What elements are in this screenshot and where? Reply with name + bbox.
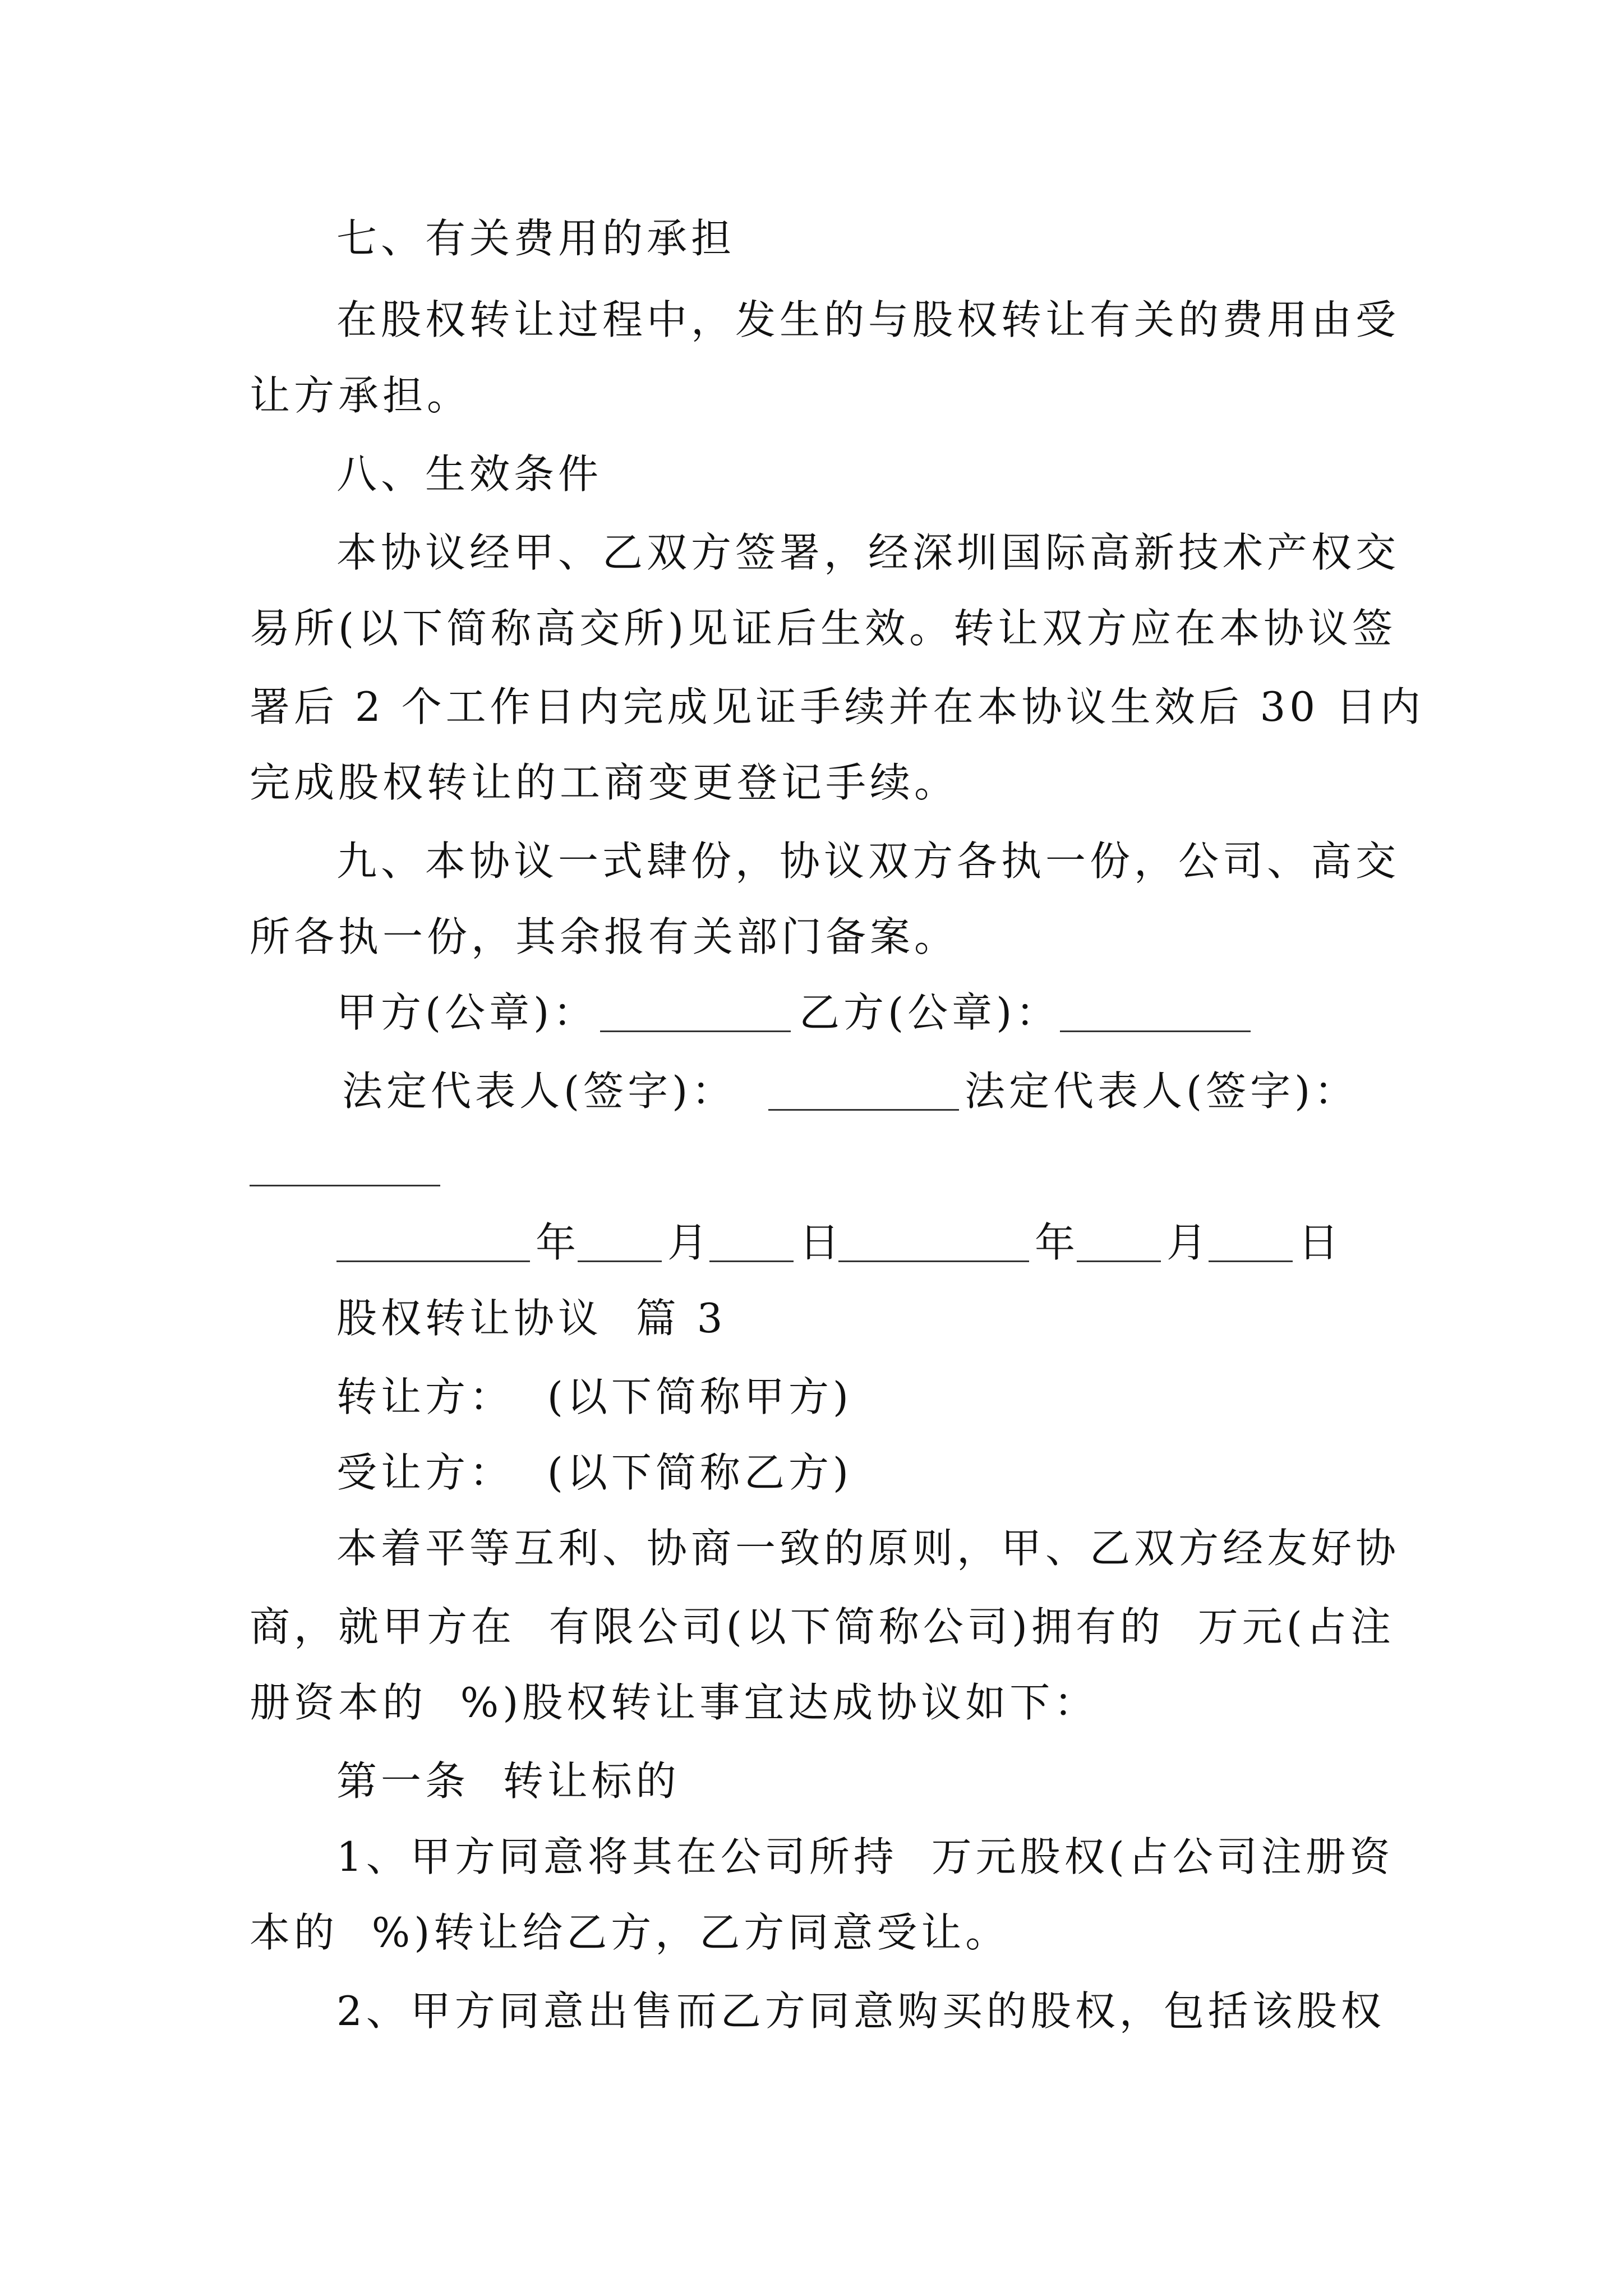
paragraph-cost-bearing-line2: 让方承担。 xyxy=(250,372,472,419)
paragraph-copies-line2: 所各执一份，其余报有关部门备案。 xyxy=(250,913,959,960)
paragraph-effective-line3: 署后 2 个工作日内完成见证手续并在本协议生效后 30 日内 xyxy=(250,683,1424,730)
paragraph-effective-line1: 本协议经甲、乙双方签署，经深圳国际高新技术产权交 xyxy=(336,529,1400,576)
heading-cost-bearing: 七、有关费用的承担 xyxy=(336,215,736,262)
section-title: 股权转让协议 篇 3 xyxy=(336,1295,727,1342)
party-a-seal-blank xyxy=(600,1030,791,1032)
date-a-year-label: 年 xyxy=(536,1219,580,1266)
party-b-representative-blank xyxy=(250,1185,440,1186)
date-b-month-blank xyxy=(1077,1260,1161,1262)
party-a-representative-label: 法定代表人(签字)： xyxy=(342,1068,736,1115)
heading-effective-conditions: 八、生效条件 xyxy=(336,450,603,498)
date-a-day-blank xyxy=(709,1260,794,1262)
article-one-item1-line1: 1、甲方同意将其在公司所持 万元股权(占公司注册资 xyxy=(336,1833,1394,1880)
date-b-year-blank xyxy=(838,1260,1029,1262)
article-one-item1-line2: 本的 %)转让给乙方，乙方同意受让。 xyxy=(250,1909,1010,1956)
date-a-month-blank xyxy=(578,1260,662,1262)
date-b-year-label: 年 xyxy=(1035,1219,1080,1266)
date-b-month-label: 月 xyxy=(1166,1219,1211,1266)
intro-line2: 商，就甲方在 有限公司(以下简称公司)拥有的 万元(占注 xyxy=(250,1603,1395,1650)
date-b-day-label: 日 xyxy=(1298,1219,1343,1266)
transferee-line: 受让方： (以下简称乙方) xyxy=(336,1449,852,1496)
article-one-item2-line1: 2、甲方同意出售而乙方同意购买的股权，包括该股权 xyxy=(336,1987,1385,2035)
transferor-line: 转让方： (以下简称甲方) xyxy=(336,1373,852,1420)
intro-line1: 本着平等互利、协商一致的原则，甲、乙双方经友好协 xyxy=(336,1525,1400,1572)
party-b-seal-blank xyxy=(1060,1030,1251,1032)
date-a-day-label: 日 xyxy=(799,1219,844,1266)
party-a-representative-blank xyxy=(768,1109,959,1111)
paragraph-copies-line1: 九、本协议一式肆份，协议双方各执一份，公司、高交 xyxy=(336,838,1400,885)
party-b-representative-label: 法定代表人(签字)： xyxy=(965,1068,1359,1115)
date-a-year-blank xyxy=(336,1260,530,1262)
party-a-seal-label: 甲方(公章)： xyxy=(336,989,598,1036)
paragraph-cost-bearing-line1: 在股权转让过程中，发生的与股权转让有关的费用由受 xyxy=(336,296,1400,343)
paragraph-effective-line2: 易所(以下简称高交所)见证后生效。转让双方应在本协议签 xyxy=(250,605,1397,652)
article-one-heading: 第一条 转让标的 xyxy=(336,1757,680,1805)
intro-line3: 册资本的 %)股权转让事宜达成协议如下： xyxy=(250,1679,1099,1726)
date-a-month-label: 月 xyxy=(667,1219,712,1266)
party-b-seal-label: 乙方(公章)： xyxy=(799,989,1061,1036)
paragraph-effective-line4: 完成股权转让的工商变更登记手续。 xyxy=(250,759,959,806)
date-b-day-blank xyxy=(1209,1260,1293,1262)
